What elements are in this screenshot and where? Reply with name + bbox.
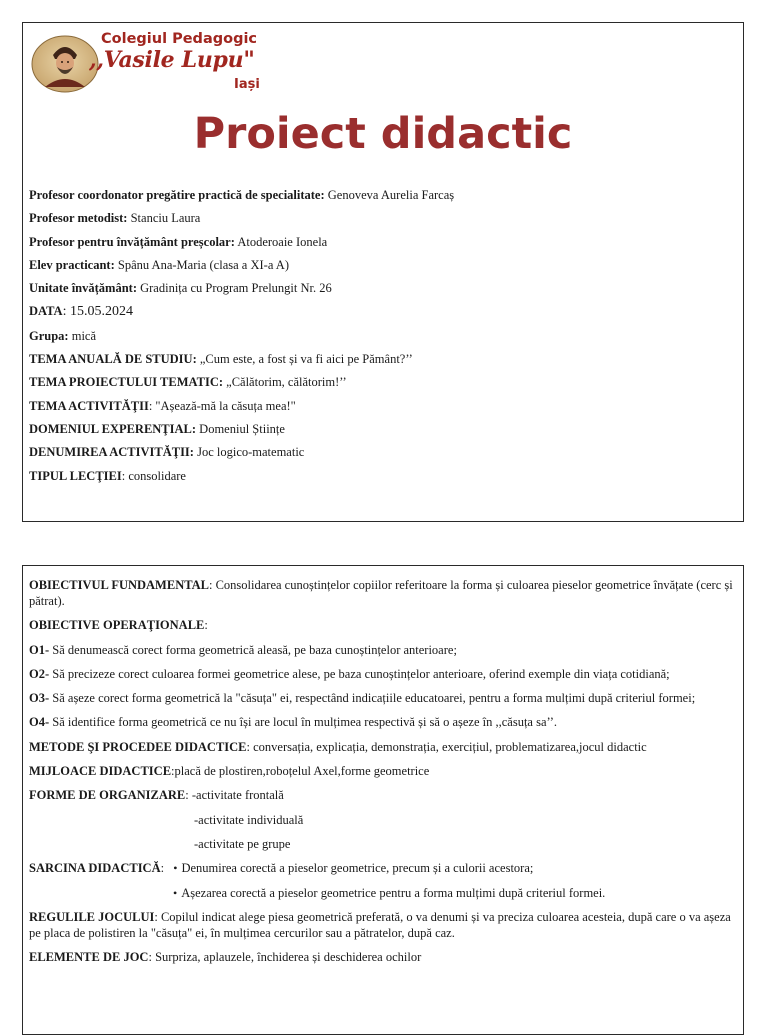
elemente-value: : Surpriza, aplauzele, închiderea și deschiderea ochilor bbox=[148, 950, 422, 965]
field-label: Profesor metodist: bbox=[29, 211, 128, 226]
sarcina-label: SARCINA DIDACTICĂ bbox=[29, 861, 161, 876]
bullet-icon: • bbox=[173, 885, 178, 900]
field-row bbox=[29, 398, 735, 414]
field-value: Stanciu Laura bbox=[127, 211, 201, 226]
logo-college-patron: ,,Vasile Lupu" bbox=[89, 47, 255, 73]
mijloace-row bbox=[29, 763, 735, 779]
field-row bbox=[29, 328, 735, 344]
objective-text: Să identifice forma geometrică ce nu își are locul în mulțimea respectivă și să o așeze în ,,căsuța sa’’. bbox=[49, 715, 558, 730]
field-value: Genoveva Aurelia Farcaș bbox=[324, 188, 455, 202]
field-row bbox=[29, 280, 735, 296]
document-page-1 bbox=[22, 22, 744, 522]
objective-text: Să așeze corect forma geometrică la "căsuța" ei, respectând indicațiile educatoarei, pentru a forma mulțimi după criteriul formei; bbox=[49, 691, 696, 706]
field-label: TEMA ANUALĂ DE STUDIU: bbox=[29, 352, 197, 367]
logo-city: Iași bbox=[234, 77, 260, 92]
mijloace-label: MIJLOACE DIDACTICE bbox=[29, 764, 172, 779]
field-value: : 15.05.2024 bbox=[62, 304, 133, 320]
objective-row bbox=[29, 666, 735, 682]
sarcina-bullet-row-2 bbox=[29, 885, 735, 901]
objective-code: O3- bbox=[29, 691, 50, 706]
obiectiv-fundamental-label: OBIECTIVUL FUNDAMENTAL bbox=[29, 578, 209, 592]
reguli-label: REGULILE JOCULUI bbox=[29, 909, 155, 924]
elemente-label: ELEMENTE DE JOC bbox=[29, 950, 149, 965]
field-label: Profesor coordonator pregătire practică de specialitate: bbox=[29, 188, 325, 202]
bullet-icon: • bbox=[167, 861, 178, 876]
sarcina-row bbox=[29, 860, 735, 876]
field-value: : consolidare bbox=[121, 468, 186, 483]
field-row bbox=[29, 234, 735, 250]
metode-label: METODE ŞI PROCEDEE DIDACTICE bbox=[29, 739, 247, 754]
field-label: TEMA PROIECTULUI TEMATIC: bbox=[29, 375, 224, 390]
field-row bbox=[29, 421, 735, 437]
document-title: Proiect didactic bbox=[193, 109, 573, 159]
field-value: „Călătorim, călătorim!’’ bbox=[223, 375, 347, 390]
field-value: Domeniul Științe bbox=[196, 421, 285, 436]
field-label: DOMENIUL EXPERENŢIAL: bbox=[29, 421, 197, 436]
metode-value: : conversația, explicația, demonstrația, exercițiul, problematizarea,jocul didactic bbox=[246, 739, 647, 754]
field-row bbox=[29, 351, 735, 367]
objective-text: Să precizeze corect culoarea formei geometrice alese, pe baza cunoștințelor anterioare, oferind exemple din viața cotidiană; bbox=[49, 666, 670, 681]
obiective-operationale-value: : bbox=[204, 618, 208, 633]
field-value: Gradinița cu Program Prelungit Nr. 26 bbox=[136, 281, 332, 296]
field-label: DATA bbox=[29, 304, 63, 319]
objectives-section bbox=[29, 577, 735, 973]
forme-extra-2: -activitate pe grupe bbox=[194, 836, 291, 851]
field-label: Grupa: bbox=[29, 328, 69, 343]
field-label: Unitate învățământ: bbox=[29, 281, 137, 296]
forme-value: : -activitate frontală bbox=[185, 788, 284, 803]
field-value: mică bbox=[68, 328, 97, 343]
metode-row bbox=[29, 739, 735, 755]
sarcina-value: : bbox=[160, 861, 165, 876]
field-row bbox=[29, 257, 735, 273]
field-value: Joc logico-matematic bbox=[193, 445, 305, 460]
objective-row bbox=[29, 642, 735, 658]
reguli-row bbox=[29, 909, 735, 941]
field-value: Spânu Ana-Maria (clasa a XI-a A) bbox=[114, 257, 289, 272]
field-value: „Cum este, a fost și va fi aici pe Pământ?’’ bbox=[196, 352, 413, 367]
logo-college-name: Colegiul Pedagogic bbox=[101, 31, 258, 47]
forme-row bbox=[29, 787, 735, 803]
obiectiv-fundamental-row bbox=[29, 577, 735, 609]
mijloace-value: :placă de plostiren,roboțelul Axel,forme geometrice bbox=[171, 764, 430, 779]
field-row bbox=[29, 187, 735, 203]
forme-extra-1: -activitate individuală bbox=[194, 812, 304, 827]
obiective-operationale-row bbox=[29, 617, 735, 633]
objective-text: Să denumească corect forma geometrică aleasă, pe baza cunoștințelor anterioare; bbox=[49, 642, 457, 657]
project-fields bbox=[29, 187, 735, 491]
field-label: DENUMIREA ACTIVITĂŢII: bbox=[29, 445, 194, 460]
obiective-operationale-label: OBIECTIVE OPERAŢIONALE bbox=[29, 618, 205, 633]
field-value: Atoderoaie Ionela bbox=[234, 234, 328, 249]
field-label: TIPUL LECŢIEI bbox=[29, 468, 122, 483]
field-value: : "Așează-mă la căsuța mea!" bbox=[148, 398, 296, 413]
objective-code: O2- bbox=[29, 666, 50, 681]
sarcina-bullet-2: Așezarea corectă a pieselor geometrice pentru a forma mulțimi după criteriul formei. bbox=[181, 885, 606, 900]
college-logo bbox=[31, 31, 271, 95]
field-label: TEMA ACTIVITĂŢII bbox=[29, 398, 149, 413]
sarcina-bullet-1: Denumirea corectă a pieselor geometrice, precum și a culorii acestora; bbox=[181, 861, 534, 876]
objective-row bbox=[29, 714, 735, 730]
objective-code: O4- bbox=[29, 715, 50, 730]
objective-code: O1- bbox=[29, 642, 50, 657]
obiectiv-fundamental-value: : Consolidarea cunoștințelor copiilor referitoare la forma și culoarea pieselor geometrice învățate (cerc și pătrat). bbox=[29, 578, 733, 608]
field-label: Elev practicant: bbox=[29, 257, 115, 272]
field-label: Profesor pentru învățământ preșcolar: bbox=[29, 234, 235, 249]
field-row bbox=[29, 444, 735, 460]
field-row bbox=[29, 374, 735, 390]
document-page-2 bbox=[22, 565, 744, 1035]
forme-label: FORME DE ORGANIZARE bbox=[29, 788, 186, 803]
objective-row bbox=[29, 690, 735, 706]
field-row bbox=[29, 303, 735, 320]
field-row bbox=[29, 210, 735, 226]
objectives-list bbox=[29, 642, 735, 731]
elemente-row bbox=[29, 949, 735, 965]
field-row bbox=[29, 468, 735, 484]
reguli-value: : Copilul indicat alege piesa geometrică preferată, o va denumi și va preciza culoarea acesteia, după care o va așeza pe placa de polistiren la "căsuța" ei, în mulțimea cercurilor sau a pătratelor, după caz. bbox=[29, 909, 731, 940]
